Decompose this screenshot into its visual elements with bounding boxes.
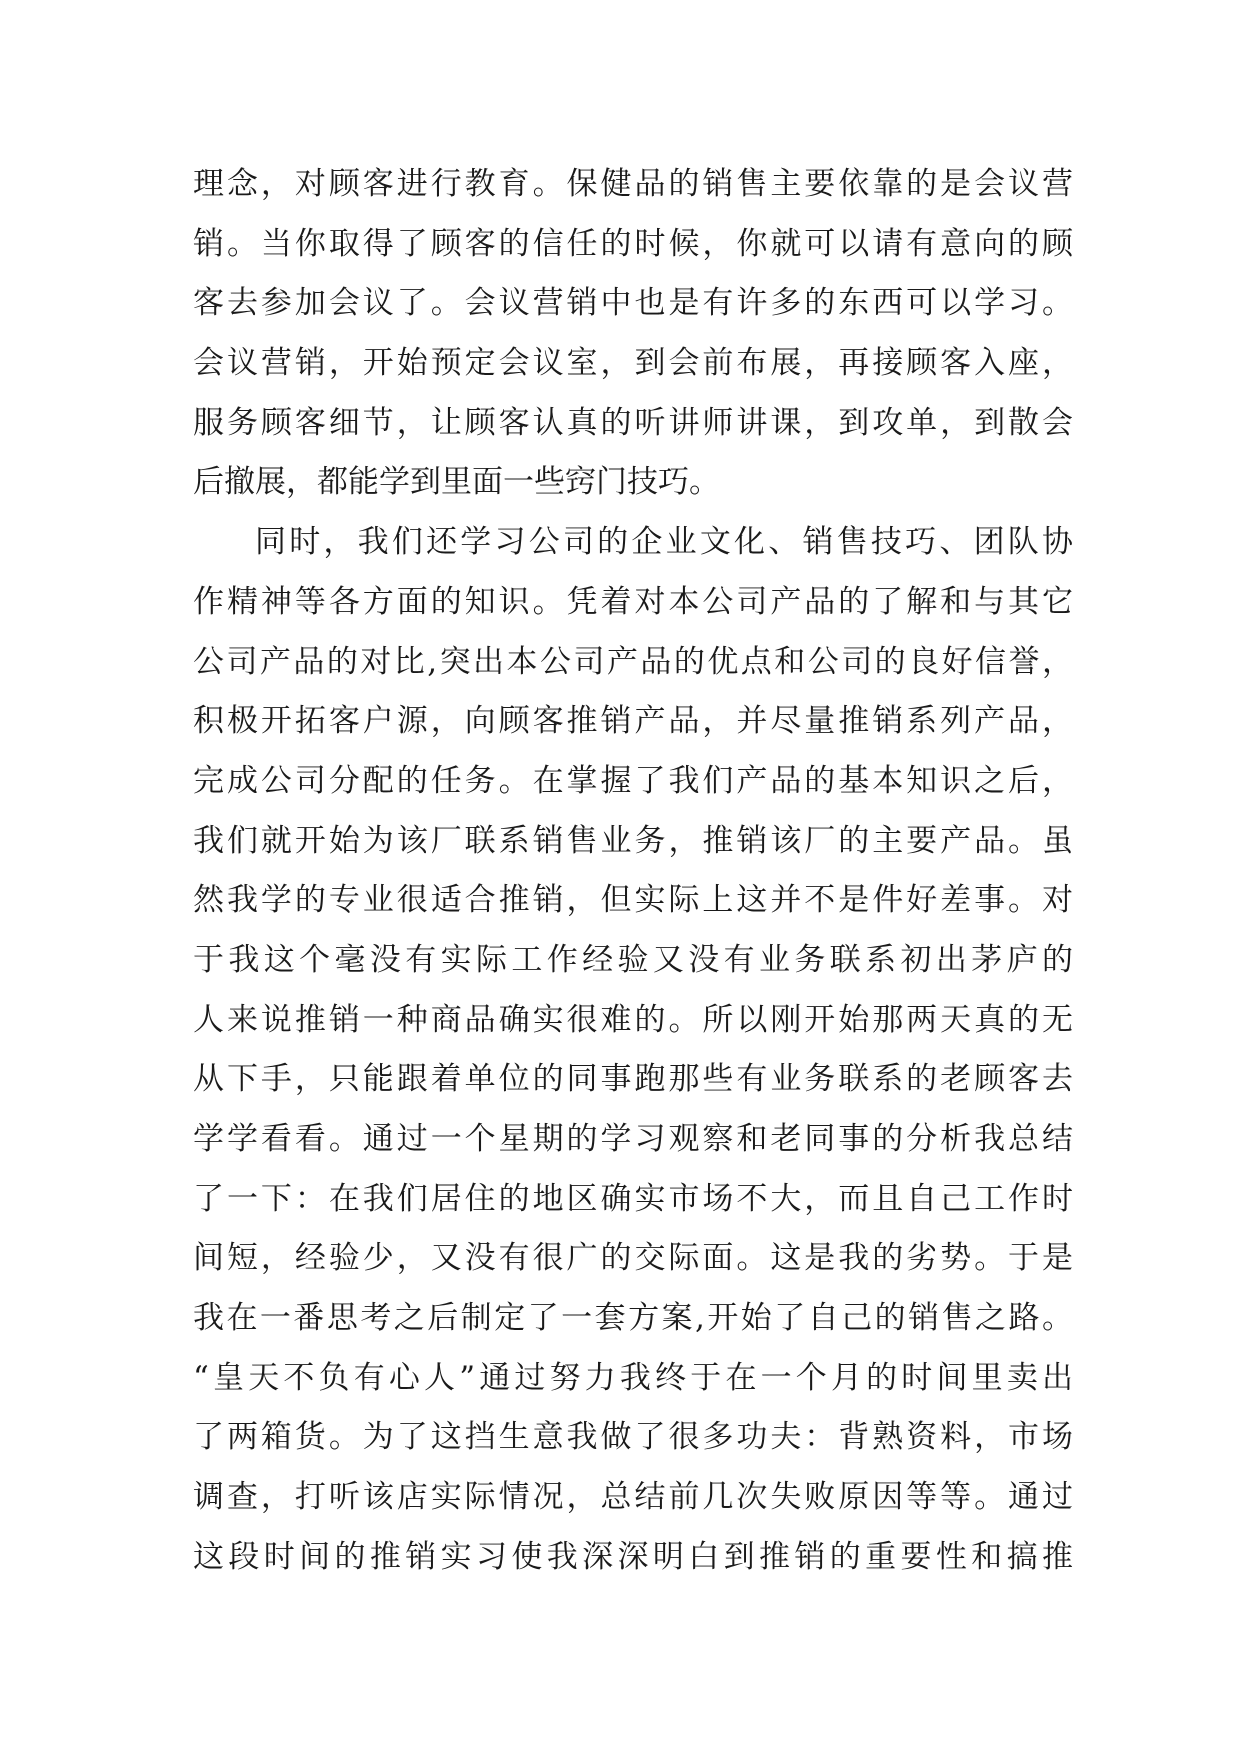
text-line: 了一下：在我们居住的地区确实市场不大，而且自己工作时: [193, 1180, 1073, 1217]
text-line: 然我学的专业很适合推销，但实际上这并不是件好差事。对: [193, 882, 1073, 919]
text-line: 从下手，只能跟着单位的同事跑那些有业务联系的老顾客去: [193, 1061, 1073, 1098]
text-line: 我们就开始为该厂联系销售业务，推销该厂的主要产品。虽: [193, 822, 1073, 859]
text-line: 服务顾客细节，让顾客认真的听讲师讲课，到攻单，到散会: [193, 404, 1073, 441]
text-line: 这段时间的推销实习使我深深明白到推销的重要性和搞推: [193, 1538, 1073, 1575]
text-line: 我在一番思考之后制定了一套方案,开始了自己的销售之路。: [193, 1300, 1073, 1337]
text-line: 了两箱货。为了这挡生意我做了很多功夫：背熟资料，市场: [193, 1419, 1073, 1456]
body-text: [193, 155, 1073, 1588]
text-line: “皇天不负有心人”通过努力我终于在一个月的时间里卖出: [193, 1359, 1073, 1396]
text-line: 后撤展，都能学到里面一些窍门技巧。: [193, 464, 720, 501]
text-line: 学学看看。通过一个星期的学习观察和老同事的分析我总结: [193, 1121, 1073, 1157]
paragraph-start-line: 同时，我们还学习公司的企业文化、销售技巧、团队协: [255, 524, 1073, 561]
text-line: 作精神等各方面的知识。凭着对本公司产品的了解和与其它: [193, 583, 1073, 620]
text-line: 销。当你取得了顾客的信任的时候，你就可以请有意向的顾: [193, 225, 1073, 262]
text-line: 完成公司分配的任务。在掌握了我们产品的基本知识之后，: [193, 762, 1073, 799]
text-line: 公司产品的对比,突出本公司产品的优点和公司的良好信誉，: [193, 643, 1073, 680]
text-line: 会议营销，开始预定会议室，到会前布展，再接顾客入座，: [193, 345, 1073, 382]
text-line: 调查，打听该店实际情况，总结前几次失败原因等等。通过: [193, 1479, 1073, 1516]
text-line: 人来说推销一种商品确实很难的。所以刚开始那两天真的无: [193, 1001, 1073, 1038]
text-line: 间短，经验少，又没有很广的交际面。这是我的劣势。于是: [193, 1240, 1073, 1277]
text-line: 理念，对顾客进行教育。保健品的销售主要依靠的是会议营: [193, 166, 1073, 202]
text-line: 积极开拓客户源，向顾客推销产品，并尽量推销系列产品，: [193, 703, 1073, 740]
text-line: 客去参加会议了。会议营销中也是有许多的东西可以学习。: [193, 285, 1073, 322]
text-line: 于我这个毫没有实际工作经验又没有业务联系初出茅庐的: [193, 941, 1073, 978]
